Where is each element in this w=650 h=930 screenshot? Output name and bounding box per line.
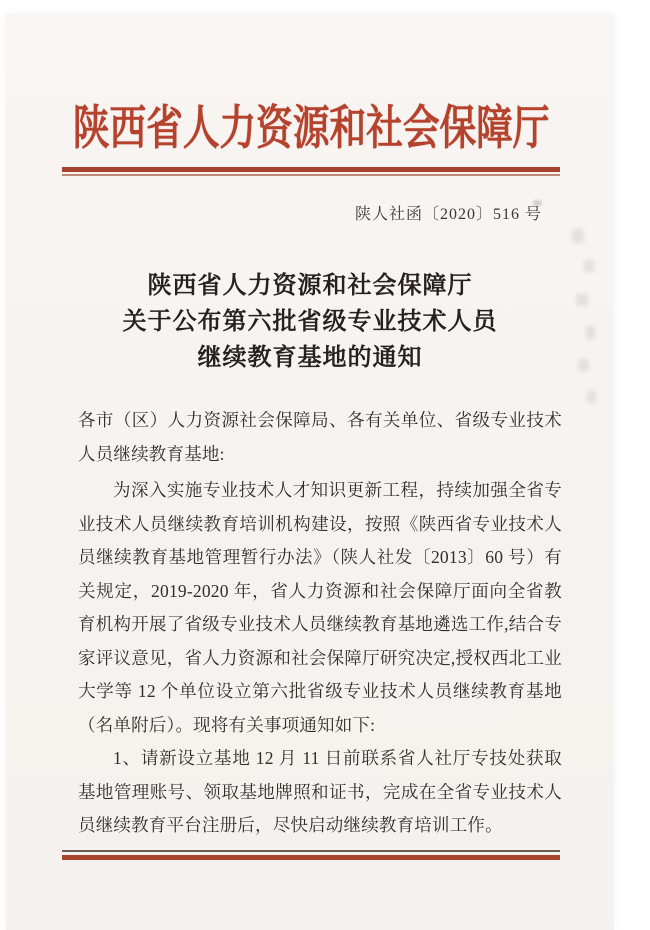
body-paragraph-2: 1、请新设立基地 12 月 11 日前联系省人社厅专技处获取基地管理账号、领取基地牌照和证书，完成在全省专业技术人员继续教育平台注册后，尽快启动继续教育培训工作。 xyxy=(78,748,562,835)
body-paragraph-1: 为深入实施专业技术人才知识更新工程，持续加强全省专业技术人员继续教育培训机构建设，按照《陕西省专业技术人员继续教育基地管理暂行办法》（陕人社发〔2013〕60 号）有关规定，2019-2020 年，省人力资源和社会保障厅面向全省教育机构开展了省级专业技术人员继续教育基地遴选工作,结合专家评议意见，省人力资源和社会保障厅研究决定,授权西北工业大学等 12 个单位设立第六批省级专业技术人员继续教育基地（名单附后）。现将有关事项通知如下: xyxy=(78,480,562,735)
footer-separator-thick-line xyxy=(62,855,560,860)
salutation-line: 各市（区）人力资源社会保障局、各有关单位、省级专业技术人员继续教育基地: xyxy=(78,410,562,464)
document-number: 陕人社函〔2020〕516 号 xyxy=(354,206,542,223)
header-separator-line xyxy=(62,167,560,176)
document-title-line-1: 陕西省人力资源和社会保障厅 xyxy=(147,273,473,299)
document-page xyxy=(6,14,614,930)
document-title-line-2: 关于公布第六批省级专业技术人员 xyxy=(122,309,498,335)
footer-separator-thin-line xyxy=(62,850,560,852)
document-title-line-3: 继续教育基地的通知 xyxy=(197,345,423,371)
letterhead-title: 陕西省人力资源和社会保障厅 xyxy=(72,103,550,155)
document-body xyxy=(78,404,562,843)
footer-separator-line xyxy=(62,850,560,860)
header-separator-thick-line xyxy=(62,167,560,172)
header-separator-thin-line xyxy=(62,174,560,176)
document-title xyxy=(6,268,614,376)
